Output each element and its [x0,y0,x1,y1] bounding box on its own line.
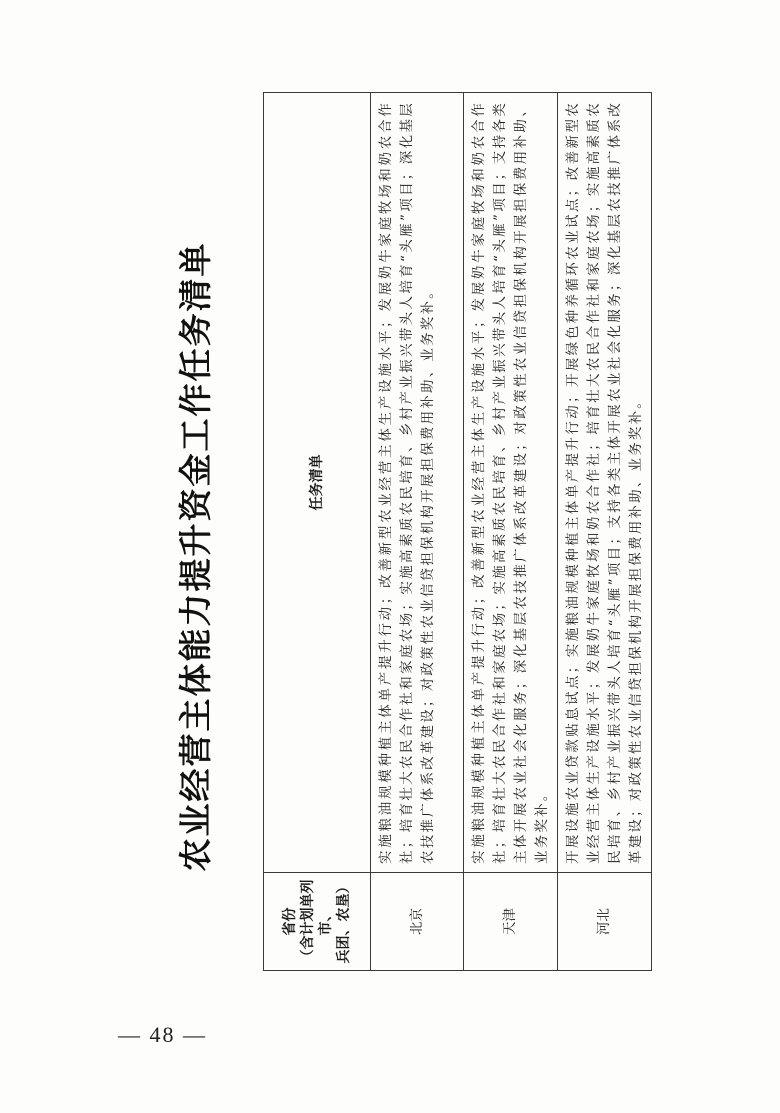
page-title: 农业经营主体能力提升资金工作任务清单 [176,241,215,872]
rotated-page-content [150,0,780,1113]
task-cell: 开展设施农业贷款贴息试点；实施粮油规模种植主体单产提升行动；开展绿色种养循环农业试点；改善新型农业经营主体生产设施水平；发展奶牛家庭牧场和奶农合作社；培育壮大农民合作社和家庭农场；实施高素质农民培育、乡村产业振兴带头人培育“头雁”项目；支持各类主体开展农业社会化服务；深化基层农技推广体系改革建设；对政策性农业信贷担保机构开展担保费用补助、业务奖补。 [558,93,652,873]
page-number: — 48 — [118,1022,207,1047]
province-header-line: （含计划单列市、 [300,879,334,964]
province-header-line: 省份 [282,907,298,936]
table-row [464,93,558,971]
task-list-table [263,92,652,971]
task-column-header: 任务清单 [264,93,371,873]
table-header-row [264,93,371,971]
province-cell: 天津 [464,873,558,971]
task-cell: 实施粮油规模种植主体单产提升行动；改善新型农业经营主体生产设施水平；发展奶牛家庭牧场和奶农合作社；培育壮大农民合作社和家庭农场；实施高素质农民培育、乡村产业振兴带头人培育“头雁”项目；深化基层农技推广体系改革建设；对政策性农业信贷担保机构开展担保费用补助、业务奖补。 [371,93,464,873]
province-column-header [264,873,371,971]
province-header-line: 兵团、农垦） [336,879,352,964]
table-row [558,93,652,971]
table-row [371,93,464,971]
task-cell: 实施粮油规模种植主体单产提升行动；改善新型农业经营主体生产设施水平；发展奶牛家庭牧场和奶农合作社；培育壮大农民合作社和家庭农场；实施高素质农民培育、乡村产业振兴带头人培育“头雁”项目；支持各类主体开展农业社会化服务；深化基层农技推广体系改革建设；对政策性农业信贷担保机构开展担保费用补助、业务奖补。 [464,93,558,873]
province-cell: 河北 [558,873,652,971]
province-cell: 北京 [371,873,464,971]
